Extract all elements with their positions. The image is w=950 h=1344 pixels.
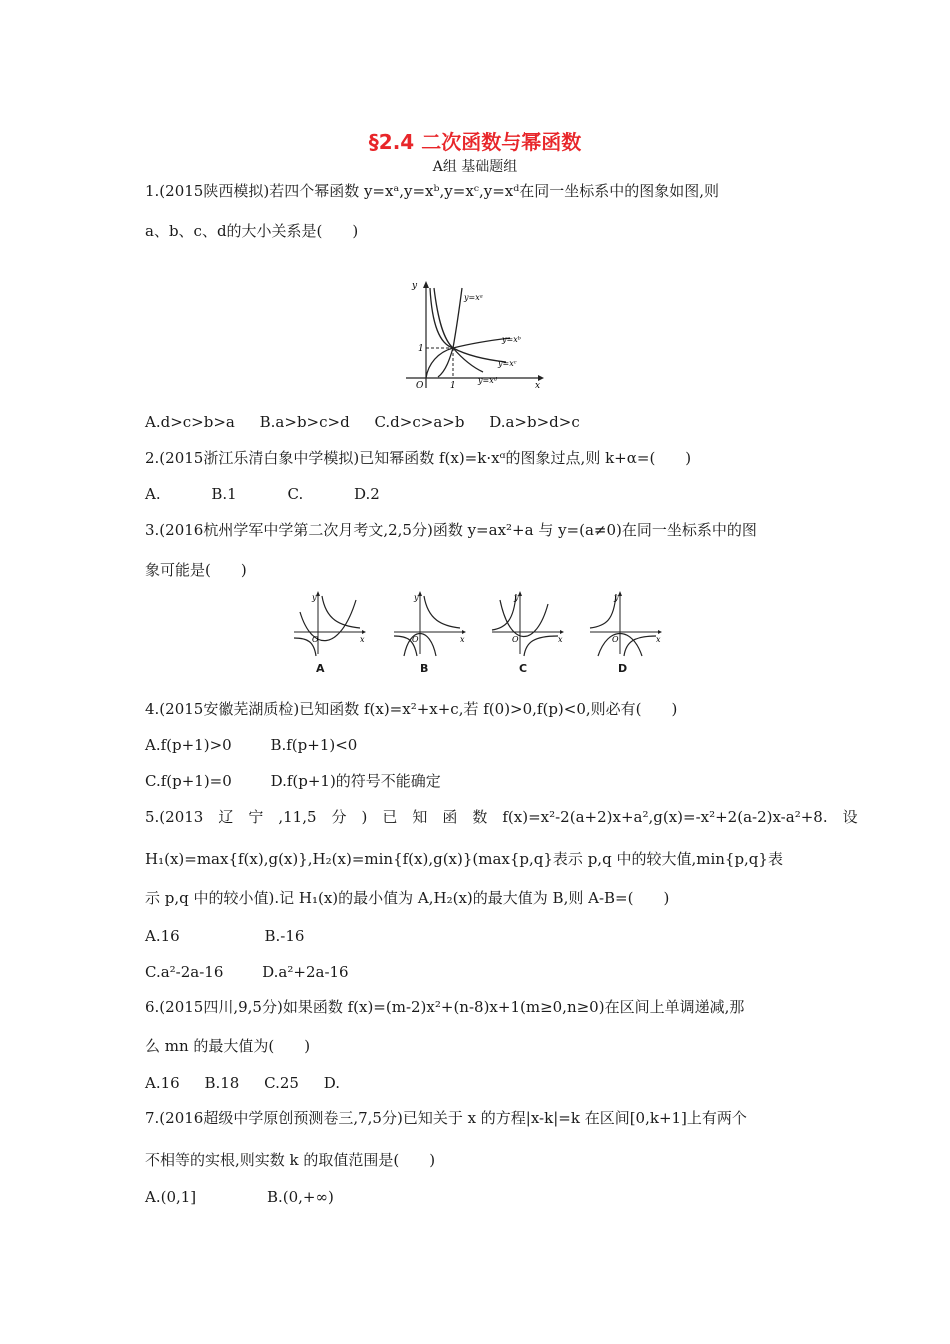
- question-3-line-1: 3.(2016杭州学军中学第二次月考文,2,5分)函数 y=ax²+a 与 y=(a≠0)在同一坐标系中的图: [145, 521, 757, 539]
- q5-option-d[interactable]: D.a²+2a-16: [262, 963, 349, 981]
- q5-option-a[interactable]: A.16: [145, 927, 180, 945]
- graph-b-y-label: y: [414, 593, 419, 602]
- graph-option-b: [390, 590, 470, 660]
- q4-option-b[interactable]: B.f(p+1)<0: [270, 736, 358, 754]
- question-6-options: [145, 1073, 340, 1093]
- figure-label-b[interactable]: B: [420, 662, 429, 675]
- question-4-options-row-1: [145, 735, 357, 755]
- section-subtitle: A组 基础题组: [432, 159, 518, 175]
- tick-x-1: 1: [450, 381, 456, 391]
- graph-b-origin: O: [412, 635, 419, 644]
- q2-option-a[interactable]: A.: [145, 485, 161, 503]
- question-6-line-2: 么 mn 的最大值为( ): [145, 1037, 311, 1055]
- q4-option-c[interactable]: C.f(p+1)=0: [145, 772, 232, 790]
- curve-label-b: y=xᵇ: [502, 335, 521, 344]
- q7-option-b[interactable]: B.(0,+∞): [266, 1188, 334, 1206]
- question-2-options: [145, 484, 380, 504]
- q5-option-c[interactable]: C.a²-2a-16: [145, 963, 224, 981]
- question-3-line-2: 象可能是( ): [145, 561, 247, 579]
- question-1-line-1: 1.(2015陕西模拟)若四个幂函数 y=xᵃ,y=xᵇ,y=xᶜ,y=xᵈ在同一坐标系中的图象如图,则: [145, 182, 720, 200]
- q1-option-a[interactable]: A.d>c>b>a: [145, 413, 235, 431]
- graph-c-x-label: x: [558, 635, 563, 644]
- question-5-options-row-2: [145, 962, 349, 982]
- q2-option-b[interactable]: B.1: [211, 485, 237, 503]
- q1-option-b[interactable]: B.a>b>c>d: [259, 413, 350, 431]
- graph-option-d: [586, 590, 666, 660]
- q6-option-c[interactable]: C.25: [264, 1074, 299, 1092]
- figure-label-a[interactable]: A: [316, 662, 325, 675]
- q2-option-c[interactable]: C.: [287, 485, 304, 503]
- question-6-line-1: 6.(2015四川,9,5分)如果函数 f(x)=(m-2)x²+(n-8)x+1(m≥0,n≥0)在区间上单调递减,那: [145, 998, 745, 1016]
- origin-label: O: [416, 381, 424, 391]
- curve-label-d: y=xᵈ: [478, 376, 497, 385]
- question-5-options-row-1: [145, 926, 304, 946]
- q6-option-d[interactable]: D.: [323, 1074, 340, 1092]
- q2-option-d[interactable]: D.2: [354, 485, 380, 503]
- curve-label-a: y=xᵃ: [464, 293, 483, 302]
- graph-c-origin: O: [512, 635, 519, 644]
- graph-d-y-label: y: [614, 593, 619, 602]
- question-4-line-1: 4.(2015安徽芜湖质检)已知函数 f(x)=x²+x+c,若 f(0)>0,f(p)<0,则必有( ): [145, 700, 678, 718]
- q6-option-a[interactable]: A.16: [145, 1074, 180, 1092]
- q5-option-b[interactable]: B.-16: [264, 927, 305, 945]
- graph-d-origin: O: [612, 635, 619, 644]
- page-title: §2.4 二次函数与幂函数: [368, 130, 582, 154]
- q1-option-c[interactable]: C.d>c>a>b: [374, 413, 465, 431]
- y-axis-label: y: [412, 281, 418, 291]
- q7-option-a[interactable]: A.(0,1]: [145, 1188, 197, 1206]
- x-axis-label: x: [535, 381, 541, 391]
- question-5-line-3: 示 p,q 中的较小值).记 H₁(x)的最小值为 A,H₂(x)的最大值为 B,则 A-B=( ): [145, 889, 670, 907]
- question-5-line-1: 5.(2013 辽 宁 ,11,5 分 ) 已 知 函 数 f(x)=x²-2(a+2)x+a²,g(x)=-x²+2(a-2)x-a²+8. 设: [145, 808, 858, 826]
- graph-a-origin: O: [312, 635, 319, 644]
- curve-label-c: y=xᶜ: [498, 359, 517, 368]
- question-1-line-2: a、b、c、d的大小关系是( ): [145, 222, 359, 240]
- graph-a-y-label: y: [312, 593, 317, 602]
- question-1-options: [145, 412, 580, 432]
- q1-option-d[interactable]: D.a>b>d>c: [489, 413, 580, 431]
- question-5-line-2: H₁(x)=max{f(x),g(x)},H₂(x)=min{f(x),g(x)}(max{p,q}表示 p,q 中的较大值,min{p,q}表: [145, 850, 783, 868]
- graph-d-x-label: x: [656, 635, 661, 644]
- graph-b-x-label: x: [460, 635, 465, 644]
- graph-a-x-label: x: [360, 635, 365, 644]
- graph-option-a: [290, 590, 370, 660]
- power-function-graph: [398, 276, 548, 394]
- tick-y-1: 1: [418, 344, 424, 354]
- question-7-line-1: 7.(2016超级中学原创预测卷三,7,5分)已知关于 x 的方程|x-k|=k 在区间[0,k+1]上有两个: [145, 1109, 747, 1127]
- question-4-options-row-2: [145, 771, 441, 791]
- question-7-options: [145, 1187, 334, 1207]
- figure-label-d[interactable]: D: [618, 662, 628, 675]
- q4-option-d[interactable]: D.f(p+1)的符号不能确定: [270, 772, 441, 790]
- question-7-line-2: 不相等的实根,则实数 k 的取值范围是( ): [145, 1151, 436, 1169]
- graph-option-c: [488, 590, 568, 660]
- figure-label-c[interactable]: C: [519, 662, 528, 675]
- q4-option-a[interactable]: A.f(p+1)>0: [145, 736, 232, 754]
- q6-option-b[interactable]: B.18: [204, 1074, 240, 1092]
- graph-c-y-label: y: [514, 593, 519, 602]
- question-2-line-1: 2.(2015浙江乐清白象中学模拟)已知幂函数 f(x)=k·xᵅ的图象过点,则 k+α=( ): [145, 449, 692, 467]
